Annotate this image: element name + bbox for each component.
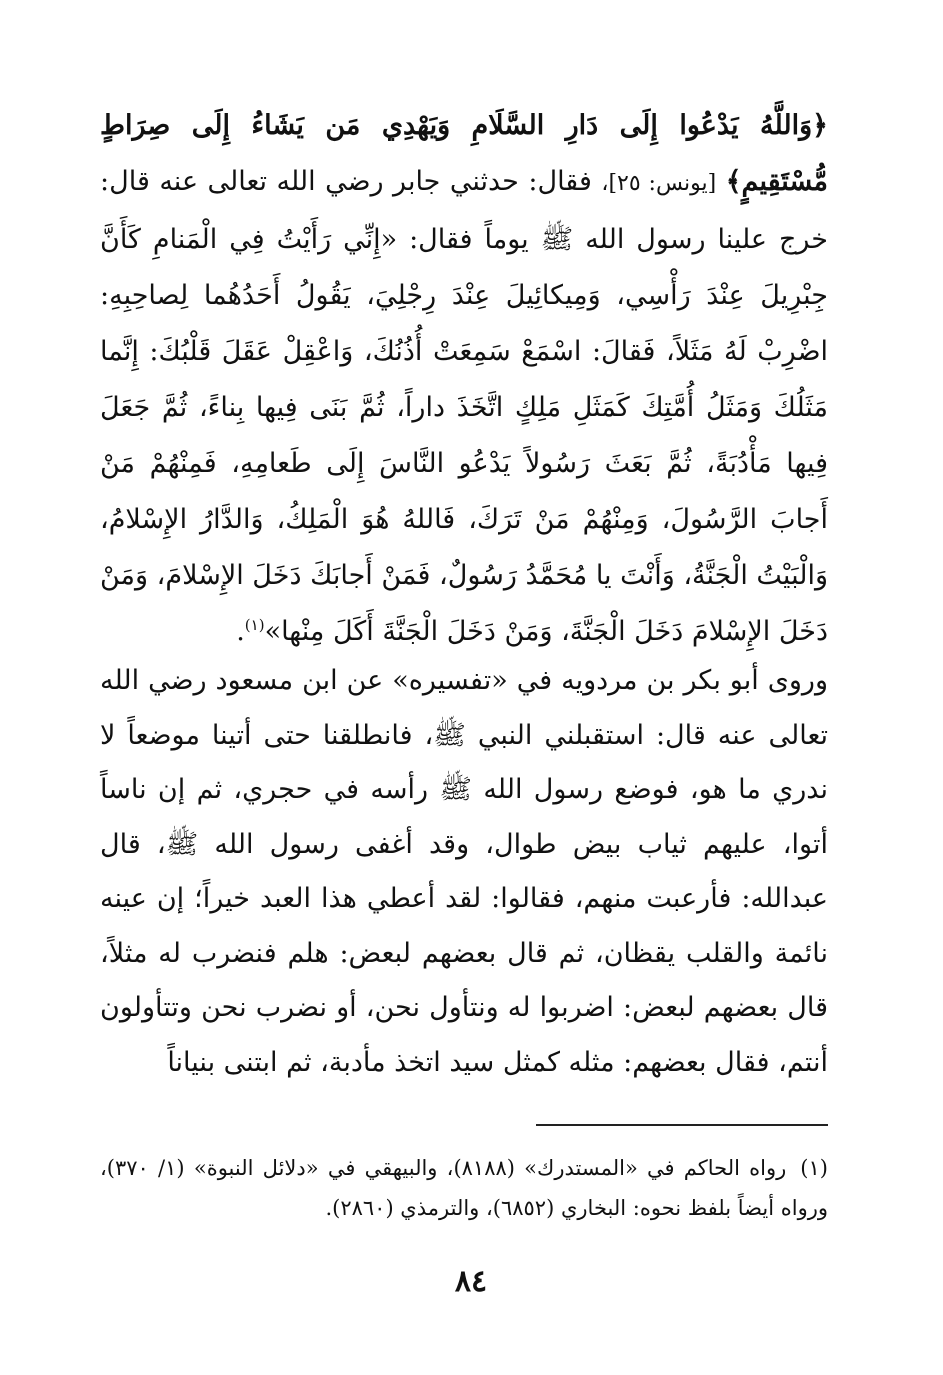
narration-text: وروى أبو بكر بن مردويه في «تفسيره» عن ابن مسعود رضي الله تعالى عنه قال: استقبلني النبي ﷺ، فانطلقنا حتى أتينا موضعاً لا ندري ما هو، فوضع رسول الله ﷺ رأسه في حجري، ثم إن ناساً أتوا، عليهم ثياب بيض طوال، وقد أغفى رسول الله ﷺ، قال عبدالله: فأرعبت منهم، فقالوا: لقد أعطي هذا العبد خيراً؛ إن عينه نائمة والقلب يقظان، ثم قال بعضهم لبعض: هلم فنضرب له مثلاً، قال بعضهم لبعض: اضربوا له ونتأول نحن، أو نضرب نحن وتتأولون أنتم، فقال بعضهم: مثله كمثل سيد اتخذ مأدبة، ثم ابتنى بنياناً — [100, 665, 829, 1078]
paragraph-narration — [100, 654, 828, 1090]
footnote-marker: (١) — [244, 616, 265, 634]
sentence-end: . — [236, 616, 245, 647]
quran-verse: ﴿وَاللَّهُ يَدْعُوا إِلَى دَارِ السَّلَامِ وَيَهْدِي مَن يَشَاءُ إِلَى صِرَاطٍ مُّسْتَقِيمٍ﴾ — [100, 110, 828, 197]
verse-reference: [يونس: ٢٥]، — [601, 171, 717, 196]
footnote-text: رواه الحاكم في «المستدرك» (٨١٨٨)، والبيهقي في «دلائل النبوة» (١/ ٣٧٠)، ورواه أيضاً بلفظ نحوه: البخاري (٦٨٥٢)، والترمذي (٢٨٦٠). — [100, 1156, 828, 1220]
footnote-separator — [536, 1124, 828, 1126]
paragraph-hadith — [100, 98, 828, 660]
hadith-text: فقال: حدثني جابر رضي الله تعالى عنه قال: خرج علينا رسول الله ﷺ يوماً فقال: «إِنِّي رَأَيْتُ فِي الْمَنامِ كَأَنَّ جِبْرِيلَ عِنْدَ رَأْسِي، وَمِيكائِيلَ عِنْدَ رِجْلِيَ، يَقُولُ أَحَدُهُما لِصاحِبِهِ: اضْرِبْ لَهُ مَثَلاً، فَقالَ: اسْمَعْ سَمِعَتْ أُذُنُكَ، وَاعْقِلْ عَقَلَ قَلْبُكَ: إِنَّما مَثَلُكَ وَمَثَلُ أُمَّتِكَ كَمَثَلِ مَلِكٍ اتَّخَذَ داراً، ثُمَّ بَنَى فِيها بِناءً، ثُمَّ جَعَلَ فِيها مَأْدُبَةً، ثُمَّ بَعَثَ رَسُولاً يَدْعُو النَّاسَ إِلَى طَعامِهِ، فَمِنْهُمْ مَنْ أَجابَ الرَّسُولَ، وَمِنْهُمْ مَنْ تَرَكَ، فَاللهُ هُوَ الْمَلِكُ، وَالدَّارُ الإِسْلامُ، وَالْبَيْتُ الْجَنَّةُ، وَأَنْتَ يا مُحَمَّدُ رَسُولٌ، فَمَنْ أَجابَكَ دَخَلَ الإِسْلامَ، وَمَنْ دَخَلَ الإِسْلامَ دَخَلَ الْجَنَّةَ، وَمَنْ دَخَلَ الْجَنَّةَ أَكَلَ مِنْها» — [100, 166, 828, 647]
footnote — [100, 1148, 828, 1228]
footnote-number: (١) — [800, 1156, 828, 1180]
page-number: ٨٤ — [454, 1264, 488, 1299]
